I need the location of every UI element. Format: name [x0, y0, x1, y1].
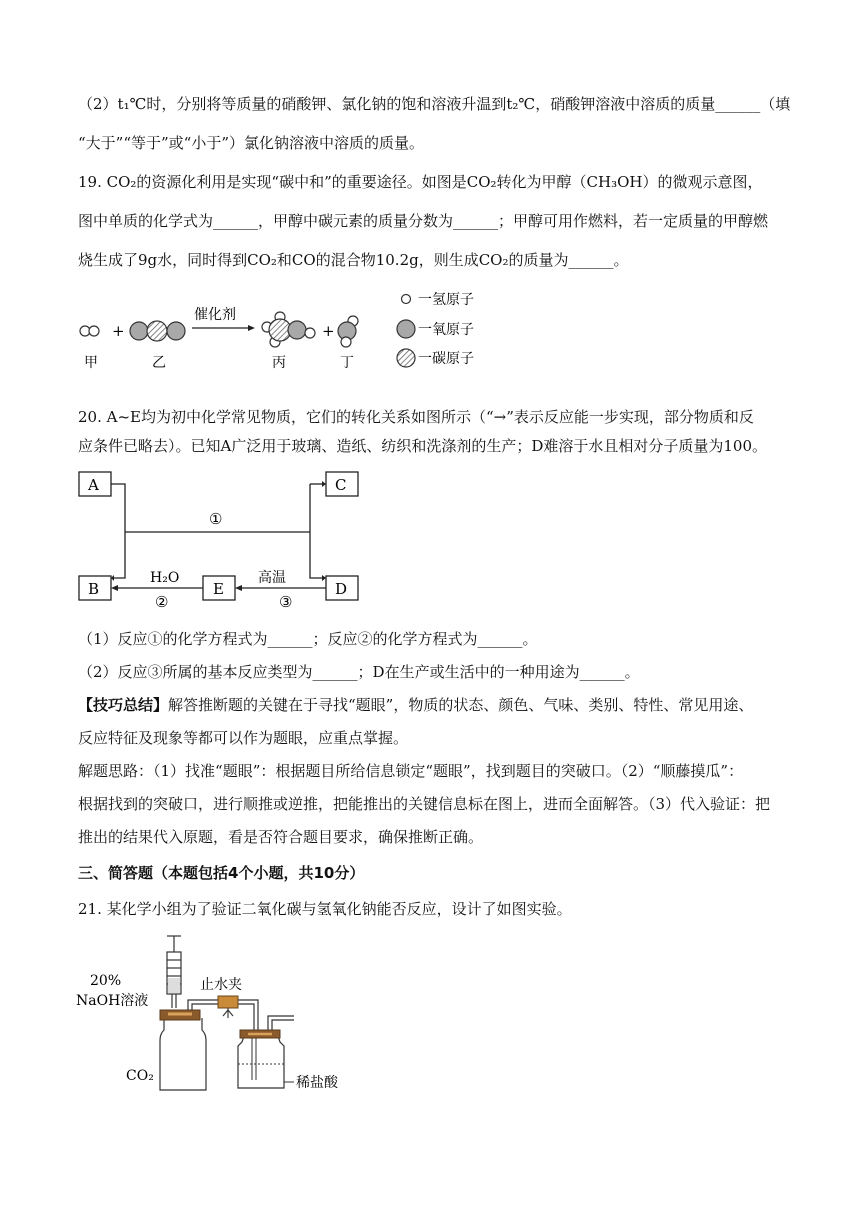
node-d: D — [335, 580, 348, 598]
arrow-head-icon — [248, 325, 255, 331]
reaction-1-label: ① — [209, 510, 223, 528]
plus-sign-2: + — [322, 322, 335, 340]
idea-line1: 解题思路：（1）找准“题眼”：根据题目所给信息锁定“题眼”，找到题目的突破口。（2）“顺藤摸瓜”： — [78, 762, 744, 780]
q20-line2: 应条件已略去）。已知A广泛用于玻璃、造纸、纺织和洗涤剂的生产；D难溶于水且相对分子质量为100。 — [78, 437, 767, 455]
reaction-2-label: ② — [155, 593, 169, 611]
q19-line1: 19. CO₂的资源化利用是实现“碳中和”的重要途径。如图是CO₂转化为甲醇（CH₃OH）的微观示意图， — [78, 173, 763, 191]
q21-line1: 21. 某化学小组为了验证二氧化碳与氢氧化钠能否反应，设计了如图实验。 — [78, 900, 572, 918]
label-jia: 甲 — [84, 355, 98, 371]
co2-molecule — [130, 321, 185, 341]
legend-carbon: 一碳原子 — [418, 351, 474, 367]
node-a: A — [88, 476, 99, 494]
label-yi: 乙 — [152, 355, 166, 371]
tips-line2: 反应特征及现象等都可以作为题眼，应重点掌握。 — [78, 729, 409, 747]
node-c: C — [335, 476, 347, 494]
q20-sub2: （2）反应③所属的基本反应类型为______；D在生产或生活中的一种用途为______。 — [78, 663, 640, 681]
clamp-body — [218, 996, 238, 1008]
label-bing: 丙 — [272, 355, 286, 371]
tips-line1 — [78, 694, 753, 716]
methanol-micro-diagram — [72, 285, 512, 375]
idea-line3: 推出的结果代入原题，看是否符合题目要求，确保推断正确。 — [78, 828, 484, 846]
carbon-atom-icon — [397, 349, 415, 367]
co2-label: CO₂ — [126, 1068, 154, 1084]
acid-bottle — [238, 1016, 294, 1088]
naoh-percent-label: 20% — [90, 973, 122, 989]
q20-line1: 20. A~E均为初中化学常见物质，它们的转化关系如图所示（“→”表示反应能一步实现，部分物质和反 — [78, 408, 754, 426]
node-b: B — [88, 580, 100, 598]
clamp-label: 止水夹 — [200, 977, 242, 993]
hydrogen-atom-icon — [402, 295, 411, 304]
legend-hydrogen: 一氢原子 — [418, 292, 474, 308]
label-ding: 丁 — [340, 355, 354, 371]
naoh-solution-label: NaOH溶液 — [76, 993, 149, 1009]
conversion-diagram — [78, 468, 378, 613]
oxygen-atom-icon — [397, 320, 415, 338]
water-label: H₂O — [150, 570, 180, 586]
section-3-title: 三、简答题（本题包括4个小题，共10分） — [78, 864, 365, 882]
q18-line1: （2）t₁℃时，分别将等质量的硝酸钾、氯化钠的饱和溶液升温到t₂℃，硝酸钾溶液中溶质的质量______（填 — [78, 95, 791, 113]
q18-line2: “大于”“等于”或“小于”）氯化钠溶液中溶质的质量。 — [78, 134, 425, 152]
q20-sub1: （1）反应①的化学方程式为______；反应②的化学方程式为______。 — [78, 630, 538, 648]
idea-line2: 根据找到的突破口，进行顺推或逆推，把能推出的关键信息标在图上，进而全面解答。（3）代入验证：把 — [78, 795, 771, 813]
q19-line2: 图中单质的化学式为______，甲醇中碳元素的质量分数为______；甲醇可用作燃料，若一定质量的甲醇燃 — [78, 212, 769, 230]
tips-text1: 解答推断题的关键在于寻找“题眼”，物质的状态、颜色、气味、类别、特性、常见用途、 — [168, 696, 754, 714]
reaction-3-label: ③ — [279, 593, 293, 611]
experiment-apparatus — [72, 930, 362, 1095]
catalyst-label: 催化剂 — [194, 307, 236, 323]
h2-molecule — [80, 326, 99, 336]
legend-oxygen: 一氧原子 — [418, 322, 474, 338]
tips-heading: 【技巧总结】 — [78, 696, 169, 714]
plus-sign-1: + — [112, 322, 125, 340]
co2-bottle — [160, 1018, 206, 1090]
syringe — [167, 936, 181, 1008]
q19-line3: 烧生成了9g水，同时得到CO₂和CO的混合物10.2g，则生成CO₂的质量为______。 — [78, 251, 629, 269]
arrow-d-to-e-icon — [235, 585, 242, 591]
acid-label: 稀盐酸 — [296, 1075, 338, 1091]
water-molecule — [338, 316, 358, 347]
node-e: E — [213, 580, 224, 598]
high-temp-label: 高温 — [258, 570, 286, 586]
arrow-e-to-b-icon — [111, 585, 118, 591]
methanol-molecule — [262, 312, 315, 347]
legend — [397, 292, 474, 367]
